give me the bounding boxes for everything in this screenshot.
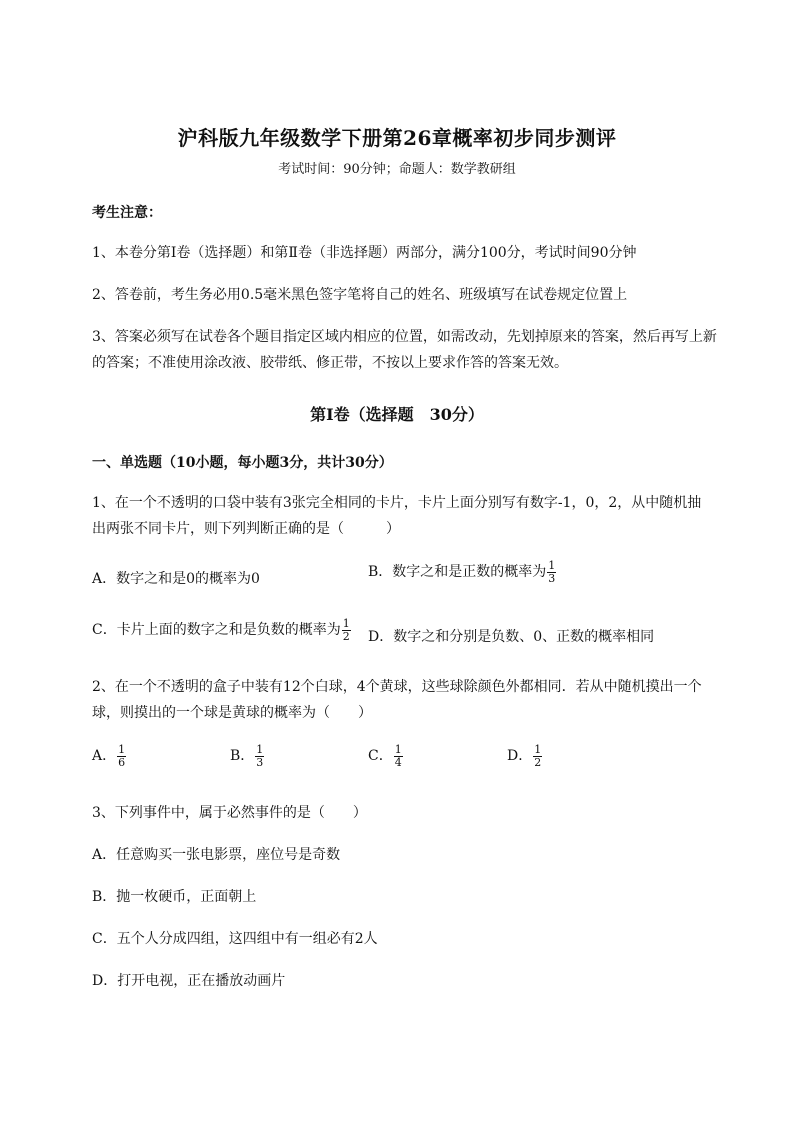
notice-heading: 考生注意：	[92, 205, 162, 221]
option-text: D．	[507, 748, 533, 765]
notice-item: 2、答卷前，考生务必用0.5毫米黑色签字笔将自己的姓名、班级填写在试卷规定位置上	[92, 287, 628, 303]
fraction-denominator: 3	[548, 571, 556, 585]
question-2-line: 球，则摸出的一个球是黄球的概率为（ ）	[92, 705, 372, 721]
fraction-numerator: 1	[118, 743, 126, 756]
fraction-denominator: 2	[342, 629, 350, 643]
fraction-numerator: 1	[394, 743, 402, 756]
option-text: B．	[230, 748, 255, 765]
question-1-option-a: A．数字之和是0的概率为0	[92, 571, 260, 587]
question-1-line: 出两张不同卡片，则下列判断正确的是（ ）	[92, 521, 400, 537]
part-heading: 一、单选题（10小题，每小题3分，共计30分）	[92, 455, 393, 471]
question-2-option-c	[368, 744, 403, 768]
page-title: 沪科版九年级数学下册第26章概率初步同步测评	[177, 126, 617, 150]
question-2-option-d	[507, 744, 542, 768]
question-3-option-d: D．打开电视，正在播放动画片	[92, 973, 286, 989]
option-text: A．	[92, 748, 117, 765]
question-3-option-b: B．抛一枚硬币，正面朝上	[92, 889, 257, 905]
fraction	[533, 744, 542, 768]
notice-item: 1、本卷分第I卷（选择题）和第Ⅱ卷（非选择题）两部分，满分100分，考试时间90分钟	[92, 245, 637, 261]
fraction-numerator: 1	[534, 743, 542, 756]
fraction	[117, 744, 126, 768]
fraction-denominator: 2	[534, 755, 542, 769]
option-text: C．	[368, 748, 393, 765]
fraction-numerator: 1	[342, 617, 350, 630]
option-text: C．卡片上面的数字之和是负数的概率为	[92, 622, 341, 639]
question-1-option-d: D．数字之和分别是负数、0、正数的概率相同	[368, 629, 655, 645]
question-3-option-a: A．任意购买一张电影票，座位号是奇数	[92, 847, 341, 863]
question-2-line: 2、在一个不透明的盒子中装有12个白球，4个黄球，这些球除颜色外都相同．若从中随机摸出一个	[92, 679, 702, 695]
question-1-line: 1、在一个不透明的口袋中装有3张完全相同的卡片，卡片上面分别写有数字-1，0，2，从中随机抽	[92, 495, 702, 511]
question-1-option-b	[368, 560, 556, 584]
page-subtitle: 考试时间：90分钟；命题人：数学教研组	[278, 162, 516, 177]
fraction-denominator: 6	[118, 755, 126, 769]
notice-item: 3、答案必须写在试卷各个题目指定区域内相应的位置，如需改动，先划掉原来的答案，然后再写上新	[92, 329, 717, 345]
question-1-option-c	[92, 618, 351, 642]
question-2-option-b	[230, 744, 264, 768]
fraction-numerator: 1	[548, 559, 556, 572]
question-3-line: 3、下列事件中，属于必然事件的是（ ）	[92, 805, 367, 821]
fraction-denominator: 3	[256, 755, 264, 769]
fraction-numerator: 1	[256, 743, 264, 756]
option-text: B．数字之和是正数的概率为	[368, 564, 547, 581]
question-3-option-c: C．五个人分成四组，这四组中有一组必有2人	[92, 931, 378, 947]
question-2-option-a	[92, 744, 126, 768]
fraction	[394, 744, 403, 768]
fraction	[547, 560, 556, 584]
section-title: 第I卷（选择题 30分）	[310, 405, 484, 424]
fraction	[342, 618, 351, 642]
fraction	[255, 744, 264, 768]
notice-item: 的答案；不准使用涂改液、胶带纸、修正带，不按以上要求作答的答案无效。	[92, 355, 568, 371]
fraction-denominator: 4	[394, 755, 402, 769]
